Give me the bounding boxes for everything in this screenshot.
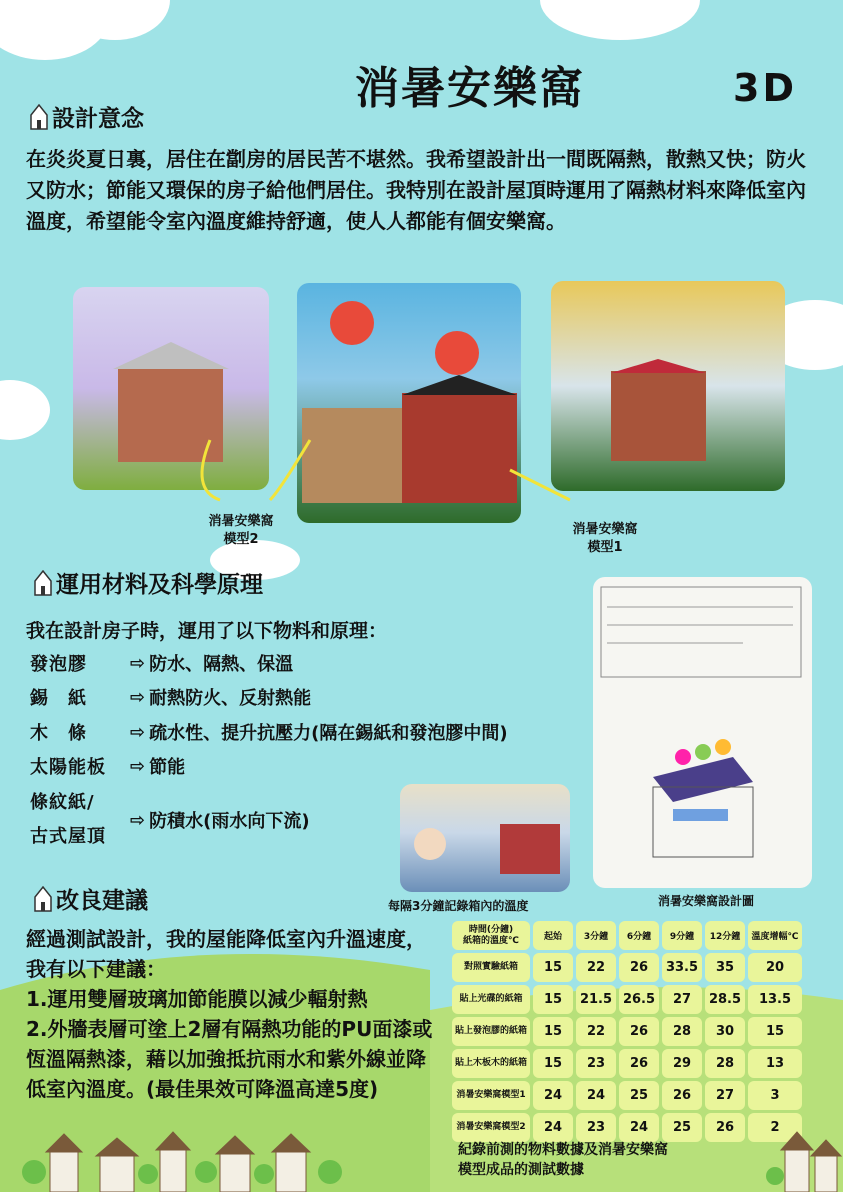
material-desc: 防積水(雨水向下流): [149, 811, 310, 832]
table-cell: 30: [705, 1017, 745, 1046]
material-desc: 節能: [149, 757, 186, 778]
cloud: [0, 380, 50, 440]
table-row: [452, 1017, 802, 1046]
improvement-point: 2.外牆表層可塗上2層有隔熱功能的PU面漆或恆溫隔熱漆，藉以加強抵抗雨水和紫外線並降低室內溫度。(最佳果效可降溫高達5度): [26, 1017, 433, 1101]
caption-line: 消暑安樂窩: [572, 522, 638, 537]
material-desc: 防水、隔熱、保溫: [149, 654, 294, 675]
table-caption: [458, 1140, 668, 1180]
table-header-cell: 起始: [533, 921, 573, 950]
table-cell: 26: [662, 1081, 702, 1110]
design-concept-text: 在炎炎夏日裏，居住在劏房的居民苦不堪然。我希望設計出一間既隔熱，散熱又快；防火又防水；節能又環保的房子給他們居住。我特別在設計屋頂時運用了隔熱材料來降低室內溫度，希望能令室內溫度維持舒適，使人人都能有個安樂窩。: [26, 147, 806, 233]
arrow-right-icon: ⇨: [130, 755, 146, 777]
table-cell: 20: [748, 953, 802, 982]
table-cell: 24: [533, 1081, 573, 1110]
material-name: 錫 紙: [30, 688, 87, 709]
table-cell: 15: [748, 1017, 802, 1046]
section-heading-label: 改良建議: [56, 888, 148, 914]
table-cell: 33.5: [662, 953, 702, 982]
material-name-line: 條紋紙/: [30, 792, 95, 813]
table-cell: 28: [705, 1049, 745, 1078]
table-row-label: 貼上發泡膠的紙箱: [452, 1017, 530, 1046]
arrow-right-icon: ⇨: [130, 809, 146, 831]
table-header-cell: 3分鐘: [576, 921, 616, 950]
table-cell: 25: [662, 1113, 702, 1142]
materials-intro: 我在設計房子時，運用了以下物料和原理：: [26, 620, 388, 642]
material-row: [30, 684, 311, 710]
table-cell: 24: [576, 1081, 616, 1110]
material-row: [30, 719, 508, 745]
table-cell: 15: [533, 1017, 573, 1046]
table-cell: 21.5: [576, 985, 616, 1014]
table-cell: 35: [705, 953, 745, 982]
table-row: [452, 985, 802, 1014]
table-row: [452, 953, 802, 982]
table-cell: 26.5: [619, 985, 659, 1014]
table-cell: 15: [533, 985, 573, 1014]
town-illustration: [765, 1130, 843, 1192]
design-sketch-image: [593, 577, 812, 888]
photo-caption-test: 每隔3分鐘記錄箱內的溫度: [388, 899, 529, 913]
table-cell: 13.5: [748, 985, 802, 1014]
arrow-right-icon: ⇨: [130, 686, 146, 708]
town-illustration: [20, 1130, 360, 1192]
table-header-row: [452, 921, 802, 950]
table-cell: 28: [662, 1017, 702, 1046]
section-heading-design: [30, 100, 144, 133]
caption-line: 模型1: [587, 540, 623, 555]
photo-caption-design: 消暑安樂窩設計圖: [658, 894, 755, 908]
table-header-cell: 12分鐘: [705, 921, 745, 950]
arrow-right-icon: ⇨: [130, 721, 146, 743]
table-cell: 27: [662, 985, 702, 1014]
house-icon: [34, 570, 52, 596]
table-row-label: 對照實驗紙箱: [452, 953, 530, 982]
table-cell: 22: [576, 1017, 616, 1046]
table-cell: 25: [619, 1081, 659, 1110]
section-heading-materials: [34, 566, 263, 599]
table-cell: 29: [662, 1049, 702, 1078]
table-cell: 2: [748, 1113, 802, 1142]
table-cell: 26: [705, 1113, 745, 1142]
arrow-right-icon: ⇨: [130, 652, 146, 674]
class-number: 3D: [733, 66, 797, 110]
caption-line: 模型成品的測試數據: [458, 1162, 584, 1178]
table-cell: 28.5: [705, 985, 745, 1014]
table-row-label: 消暑安樂窩模型2: [452, 1113, 530, 1142]
table-corner-cell: 時間(分鐘) 紙箱的溫度℃: [452, 921, 530, 950]
material-name-line: 古式屋頂: [30, 826, 106, 847]
table-header-cell: 9分鐘: [662, 921, 702, 950]
table-cell: 22: [576, 953, 616, 982]
photo-temperature-test: [400, 784, 570, 892]
table-row-label: 貼上木板木的紙箱: [452, 1049, 530, 1078]
section-heading-label: 運用材料及科學原理: [56, 572, 263, 598]
table-cell: 27: [705, 1081, 745, 1110]
table-row: [452, 1113, 802, 1142]
table-cell: 26: [619, 1049, 659, 1078]
table-cell: 26: [619, 953, 659, 982]
material-name: 木 條: [30, 723, 87, 744]
table-cell: 23: [576, 1049, 616, 1078]
table-row-label: 消暑安樂窩模型1: [452, 1081, 530, 1110]
caption-line: 模型2: [223, 532, 259, 547]
caption-line: 消暑安樂窩: [208, 514, 274, 529]
material-name: 太陽能板: [30, 757, 106, 778]
table-cell: 23: [576, 1113, 616, 1142]
table-cell: 26: [619, 1017, 659, 1046]
section-heading-label: 設計意念: [52, 106, 144, 132]
photo-caption-model2: [196, 513, 286, 549]
material-row: [30, 650, 293, 676]
table-cell: 24: [533, 1113, 573, 1142]
improvement-point: 1.運用雙層玻璃加節能膜以減少輻射熱: [26, 987, 368, 1011]
cloud: [540, 0, 700, 40]
material-row: [30, 753, 185, 779]
table-row-label: 貼上光碟的紙箱: [452, 985, 530, 1014]
material-name: [30, 786, 130, 854]
section-heading-improvement: [34, 882, 148, 915]
table-header-cell: 6分鐘: [619, 921, 659, 950]
table-row: [452, 1049, 802, 1078]
house-icon: [34, 886, 52, 912]
table-header-cell: 溫度增幅℃: [748, 921, 802, 950]
material-row: [30, 786, 310, 854]
material-desc: 疏水性、提升抗壓力(隔在錫紙和發泡膠中間): [149, 723, 508, 744]
page-title: 消暑安樂窩: [355, 63, 585, 114]
caption-line: 紀錄前測的物料數據及消暑安樂窩: [458, 1142, 668, 1158]
table-cell: 13: [748, 1049, 802, 1078]
table-cell: 15: [533, 1049, 573, 1078]
table-cell: 15: [533, 953, 573, 982]
improvement-intro: 經過測試設計，我的屋能降低室內升溫速度，我有以下建議：: [26, 927, 426, 981]
material-name: 發泡膠: [30, 654, 87, 675]
material-desc: 耐熱防火、反射熱能: [149, 688, 312, 709]
photo-caption-model1: [560, 521, 650, 557]
improvement-text: [26, 924, 436, 1104]
table-cell: 3: [748, 1081, 802, 1110]
temperature-table: [449, 918, 805, 1145]
house-icon: [30, 104, 48, 130]
table-cell: 24: [619, 1113, 659, 1142]
table-row: [452, 1081, 802, 1110]
